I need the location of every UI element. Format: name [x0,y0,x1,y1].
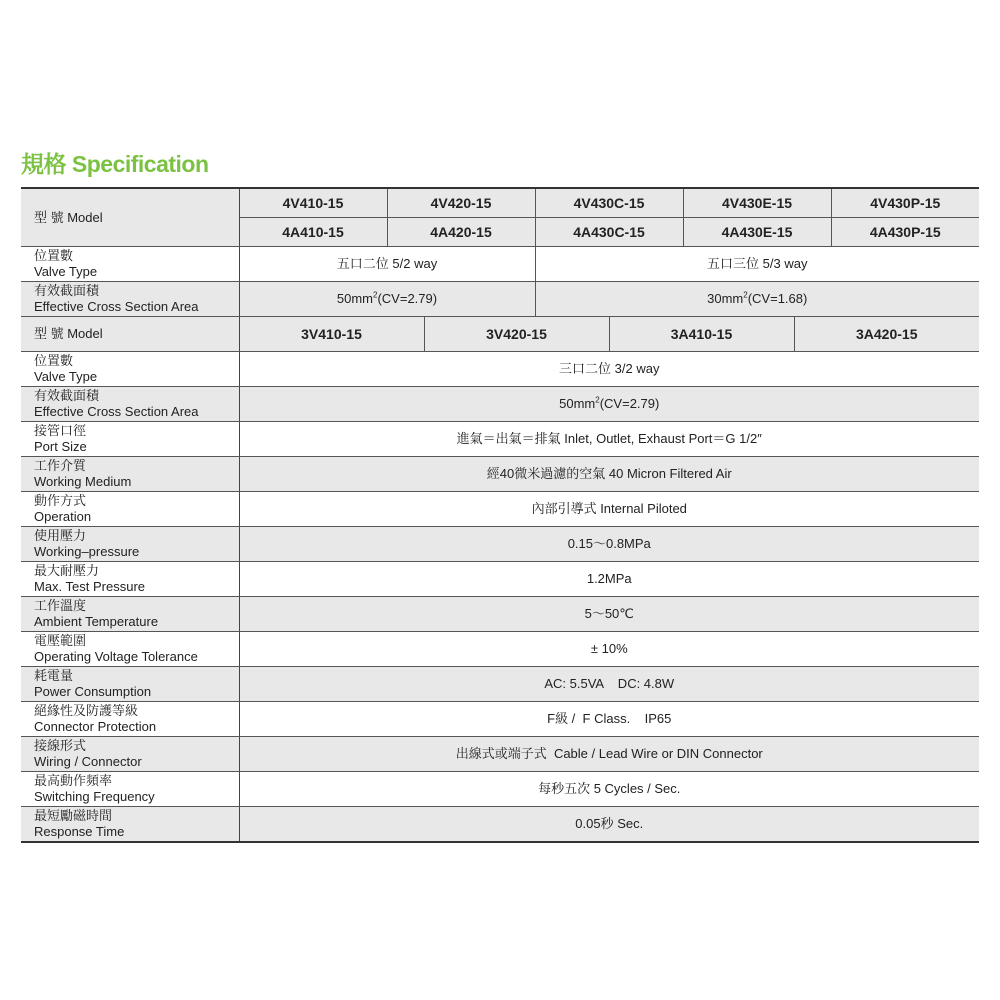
spec-row [21,807,979,843]
row-label [21,247,239,282]
row-label [21,492,239,527]
value-text: (CV=2.79) [599,396,660,411]
spec-row [21,457,979,492]
value-text: (CV=1.68) [747,291,808,306]
model-cell: 4A430C-15 [535,218,683,247]
row-label-zh: 電壓範圍 [34,633,87,648]
row-label-zh: 位置數 [34,353,74,368]
row-value: 進氣＝出氣＝排氣 Inlet, Outlet, Exhaust Port＝G 1/2″ [239,422,979,457]
specification-table [21,187,979,843]
row-label [21,387,239,422]
row-value: 0.15～0.8MPa [239,527,979,562]
row-label-en: Wiring / Connector [34,754,142,769]
row-label-en: Max. Test Pressure [34,579,146,594]
row-label-en: Power Consumption [34,684,152,699]
model-cell: 3A410-15 [609,317,794,352]
model-cell: 4V430P-15 [831,188,979,218]
section-area-row [21,282,979,317]
row-label [21,597,239,632]
row-label-en: Response Time [34,824,125,839]
row-value: ± 10% [239,632,979,667]
row-value: 每秒五次 5 Cycles / Sec. [239,772,979,807]
spec-row [21,562,979,597]
spec-row [21,772,979,807]
superscript: 2 [743,290,748,300]
row-label-zh: 有效截面積 [34,388,100,403]
row-label-zh: 接線形式 [34,738,87,753]
row-label-zh: 動作方式 [34,493,87,508]
row-value [239,387,979,422]
model-cell: 3V420-15 [424,317,609,352]
model-cell: 4V430C-15 [535,188,683,218]
row-label [21,422,239,457]
row-label [21,807,239,843]
row-label-zh: 絕緣性及防護等級 [34,703,139,718]
value-text: (CV=2.79) [377,291,438,306]
row-label-zh: 工作溫度 [34,598,87,613]
model-row-4v [21,188,979,218]
row-label-en: Working–pressure [34,544,140,559]
row-label-zh: 使用壓力 [34,528,87,543]
model-cell: 3A420-15 [794,317,979,352]
row-value: 內部引導式 Internal Piloted [239,492,979,527]
spec-row [21,597,979,632]
row-value: 0.05秒 Sec. [239,807,979,843]
spec-row [21,667,979,702]
valve-type-row [21,247,979,282]
spec-row [21,492,979,527]
model-label: 型 號 Model [21,188,239,247]
row-value: 1.2MPa [239,562,979,597]
row-label-en: Operation [34,509,92,524]
row-label [21,562,239,597]
row-label-en: Operating Voltage Tolerance [34,649,198,664]
spec-row [21,527,979,562]
row-label-en: Port Size [34,439,87,454]
model-cell: 4A410-15 [239,218,387,247]
value-text: 30mm [707,291,744,306]
row-label-zh: 工作介質 [34,458,87,473]
row-label [21,282,239,317]
value-text: 50mm [559,396,596,411]
model-cell: 4V430E-15 [683,188,831,218]
row-value: 五口二位 5/2 way [239,247,535,282]
row-label-en: Effective Cross Section Area [34,404,199,419]
row-label-en: Effective Cross Section Area [34,299,199,314]
row-label-en: Working Medium [34,474,132,489]
row-value: 5～50℃ [239,597,979,632]
model-cell: 3V410-15 [239,317,424,352]
row-label [21,632,239,667]
row-label-en: Ambient Temperature [34,614,159,629]
row-value: 三口二位 3/2 way [239,352,979,387]
model-label: 型 號 Model [21,317,239,352]
row-label-zh: 最短勵磁時間 [34,808,113,823]
row-label [21,702,239,737]
row-label [21,737,239,772]
row-label [21,772,239,807]
row-label-zh: 接管口徑 [34,423,87,438]
row-label-zh: 位置數 [34,248,74,263]
model-row-3v [21,317,979,352]
row-label-en: Connector Protection [34,719,157,734]
spec-row [21,632,979,667]
row-label-zh: 最大耐壓力 [34,563,100,578]
row-label-zh: 最高動作頻率 [34,773,113,788]
model-cell: 4A420-15 [387,218,535,247]
spec-row [21,737,979,772]
value-text: 50mm [336,291,374,306]
spec-row [21,422,979,457]
model-cell: 4A430P-15 [831,218,979,247]
row-label [21,527,239,562]
row-label-zh: 有效截面積 [34,283,100,298]
spec-row [21,702,979,737]
model-cell: 4A430E-15 [683,218,831,247]
row-value: F級 / F Class. IP65 [239,702,979,737]
row-label [21,352,239,387]
superscript: 2 [595,395,600,405]
row-label-en: Switching Frequency [34,789,155,804]
page-title: 規格 Specification [21,151,209,177]
row-value: 出線式或端子式 Cable / Lead Wire or DIN Connector [239,737,979,772]
superscript: 2 [373,290,378,300]
row-label [21,667,239,702]
row-value: 五口三位 5/3 way [535,247,979,282]
row-label-zh: 耗電量 [34,668,74,683]
row-value: AC: 5.5VA DC: 4.8W [239,667,979,702]
valve-type-row [21,352,979,387]
model-cell: 4V420-15 [387,188,535,218]
row-value [239,282,535,317]
model-cell: 4V410-15 [239,188,387,218]
row-label [21,457,239,492]
row-value [535,282,979,317]
row-value: 經40微米過濾的空氣 40 Micron Filtered Air [239,457,979,492]
section-area-row [21,387,979,422]
row-label-en: Valve Type [34,264,98,279]
row-label-en: Valve Type [34,369,98,384]
